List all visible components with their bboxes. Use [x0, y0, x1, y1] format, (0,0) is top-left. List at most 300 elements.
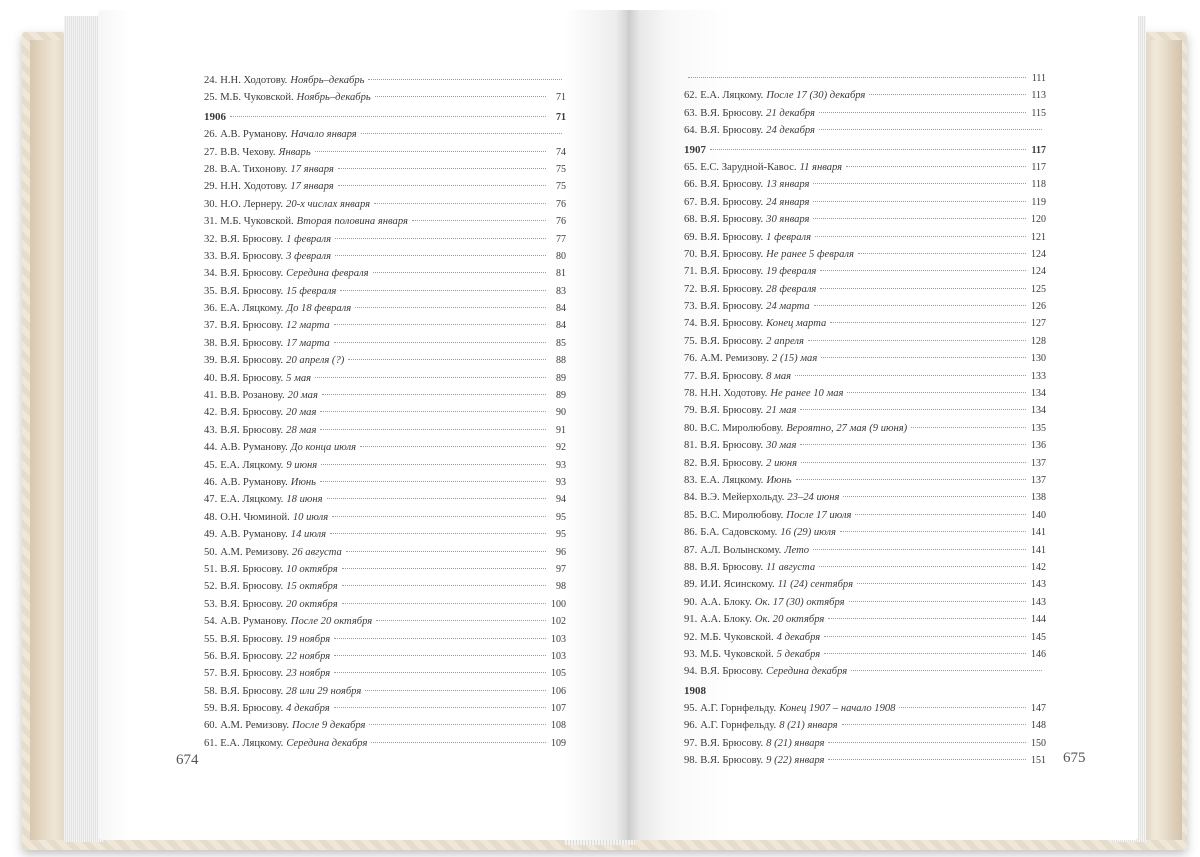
leader-dots	[840, 521, 1026, 532]
entry-recipient: В.В. Розанову.	[220, 390, 285, 402]
entry-number: 88.	[684, 561, 698, 573]
entry-recipient: В.Я. Брюсову.	[700, 370, 764, 382]
entry-date: 4 декабря	[776, 631, 821, 643]
leader-dots	[808, 330, 1026, 341]
entry-recipient: В.С. Миролюбову.	[700, 422, 784, 434]
entry-recipient: Н.Н. Ходотову.	[220, 181, 288, 193]
entry-recipient: В.Я. Брюсову.	[220, 668, 284, 680]
leader-dots	[322, 384, 546, 395]
entry-number: 64.	[684, 125, 698, 137]
entry-date: Середина февраля	[286, 268, 369, 280]
entry-number: 27.	[204, 146, 218, 158]
entry-page: 102	[551, 616, 566, 628]
entry-date: До конца июля	[290, 442, 357, 454]
leader-dots	[330, 523, 546, 534]
entry-page: 151	[1031, 755, 1046, 767]
entry-page: 71	[556, 92, 566, 104]
entry-recipient: О.Н. Чюминой.	[220, 511, 290, 523]
toc-entry	[684, 752, 1046, 769]
entry-recipient: А.В. Руманову.	[220, 529, 288, 541]
entry-recipient: В.Я. Брюсову.	[220, 685, 284, 697]
entry-recipient: А.М. Ремизову.	[220, 546, 290, 558]
entry-page: 138	[1031, 492, 1046, 504]
entry-date: 28 или 29 ноября	[286, 685, 362, 697]
entry-number: 62.	[684, 90, 698, 102]
entry-page: 88	[556, 355, 566, 367]
entry-date: 20 октября	[286, 598, 338, 610]
entry-date: 28 мая	[286, 424, 317, 436]
entry-date: 8 мая	[766, 370, 792, 382]
leader-dots	[857, 573, 1026, 584]
entry-page: 96	[556, 546, 566, 558]
entry-number: 30.	[204, 198, 218, 210]
entry-recipient: М.Б. Чуковской.	[700, 631, 774, 643]
toc-left-list	[204, 72, 566, 752]
entry-page: 103	[551, 633, 566, 645]
entry-recipient: Е.А. Ляцкому.	[220, 737, 284, 749]
entry-date: 2 (15) мая	[772, 353, 818, 365]
entry-recipient: Е.А. Ляцкому.	[220, 303, 284, 315]
leader-dots	[342, 593, 546, 604]
entry-number: 68.	[684, 214, 698, 226]
entry-date: 22 ноября	[286, 650, 331, 662]
entry-recipient: Е.А. Ляцкому.	[220, 459, 284, 471]
entry-recipient: Н.Н. Ходотову.	[220, 75, 288, 86]
leader-dots	[828, 732, 1026, 743]
leader-dots	[814, 295, 1026, 306]
entry-recipient: В.Я. Брюсову.	[220, 581, 284, 593]
entry-date: Январь	[278, 146, 311, 158]
entry-number: 32.	[204, 233, 218, 245]
leader-dots	[813, 173, 1026, 184]
entry-number: 60.	[204, 720, 218, 732]
entry-page: 147	[1031, 703, 1046, 715]
entry-number: 97.	[684, 737, 698, 749]
leader-dots	[348, 349, 546, 360]
entry-page: 91	[556, 424, 566, 436]
entry-date: Вероятно, 27 мая (9 июня)	[786, 422, 908, 434]
entry-page: 89	[556, 390, 566, 402]
entry-page: 125	[1031, 283, 1046, 295]
entry-page: 115	[1031, 107, 1046, 119]
leader-dots	[813, 191, 1026, 202]
entry-date: После 17 июля	[786, 509, 852, 521]
entry-page: 92	[556, 442, 566, 454]
leader-dots	[335, 245, 546, 256]
entry-date: 11 (24) сентября	[777, 579, 853, 591]
entry-page: 81	[556, 268, 566, 280]
entry-number: 42.	[204, 407, 218, 419]
entry-recipient: В.Я. Брюсову.	[700, 440, 764, 452]
entry-page: 140	[1031, 509, 1046, 521]
leader-dots	[342, 558, 546, 569]
entry-page: 108	[551, 720, 566, 732]
leader-dots	[828, 608, 1026, 619]
entry-number: 83.	[684, 474, 698, 486]
entry-date: 10 октября	[286, 563, 338, 575]
leader-dots	[813, 208, 1026, 219]
entry-date: 20 мая	[286, 407, 317, 419]
entry-recipient: В.Я. Брюсову.	[220, 250, 284, 262]
entry-recipient: А.В. Руманову.	[220, 129, 288, 141]
year-label: 1907	[684, 143, 706, 156]
year-label: 1908	[684, 684, 706, 697]
entry-page: 130	[1031, 353, 1046, 365]
entry-number: 95.	[684, 703, 698, 715]
leader-dots	[412, 210, 546, 221]
leader-dots	[819, 102, 1026, 113]
entry-number: 41.	[204, 390, 218, 402]
leader-dots	[369, 714, 546, 725]
leader-dots	[846, 156, 1026, 167]
leader-dots	[375, 86, 546, 97]
entry-recipient: А.Г. Горнфельду.	[700, 720, 777, 732]
leader-dots	[365, 680, 546, 691]
page-number-left: 674	[176, 752, 199, 768]
entry-recipient: В.Я. Брюсову.	[700, 231, 764, 243]
leader-dots	[360, 436, 546, 447]
entry-recipient: А.В. Руманову.	[220, 616, 288, 628]
leader-dots	[847, 382, 1026, 393]
entry-number: 61.	[204, 737, 218, 749]
entry-page: 76	[556, 216, 566, 228]
leader-dots	[332, 506, 546, 517]
entry-number: 40.	[204, 372, 218, 384]
entry-date: Лето	[784, 544, 810, 556]
leader-dots	[334, 645, 546, 656]
entry-number: 93.	[684, 648, 698, 660]
entry-number: 47.	[204, 494, 218, 506]
leader-dots	[320, 471, 546, 482]
book-gutter	[616, 10, 640, 840]
entry-page: 71	[556, 111, 566, 123]
entry-page: 95	[556, 529, 566, 541]
entry-page: 93	[556, 476, 566, 488]
entry-recipient: А.Г. Горнфельду.	[700, 703, 777, 715]
entry-date: Середина декабря	[286, 737, 368, 749]
entry-page: 89	[556, 372, 566, 384]
entry-number: 25.	[204, 92, 218, 104]
entry-page: 143	[1031, 579, 1046, 591]
entry-date: Ок. 17 (30) октября	[754, 596, 845, 608]
entry-page: 97	[556, 563, 566, 575]
entry-page: 146	[1031, 648, 1046, 660]
leader-dots	[800, 434, 1026, 445]
entry-number: 34.	[204, 268, 218, 280]
leader-dots	[371, 732, 546, 743]
leader-dots	[849, 591, 1026, 602]
entry-date: Июнь	[766, 474, 792, 486]
leader-dots	[338, 175, 546, 186]
entry-recipient: Б.А. Садовскому.	[700, 527, 778, 539]
entry-number: 36.	[204, 303, 218, 315]
leader-dots	[813, 539, 1026, 550]
entry-number: 63.	[684, 107, 698, 119]
entry-page: 85	[556, 337, 566, 349]
leader-dots	[340, 280, 546, 291]
entry-recipient: В.Я. Брюсову.	[220, 320, 284, 332]
entry-recipient: М.Б. Чуковской.	[220, 216, 294, 228]
entry-date: 8 (21) января	[766, 737, 825, 749]
entry-number: 75.	[684, 335, 698, 347]
entry-number: 86.	[684, 527, 698, 539]
entry-page: 109	[551, 737, 566, 749]
entry-recipient: И.И. Ясинскому.	[700, 579, 775, 591]
entry-number: 44.	[204, 442, 218, 454]
entry-number: 49.	[204, 529, 218, 541]
entry-date: 20 апреля (?)	[286, 355, 345, 367]
leader-dots	[800, 399, 1026, 410]
entry-number: 59.	[204, 703, 218, 715]
entry-date: 17 января	[290, 163, 334, 175]
entry-number: 73.	[684, 301, 698, 313]
entry-page: 117	[1031, 161, 1046, 173]
entry-date: 24 марта	[766, 301, 810, 313]
entry-number: 90.	[684, 596, 698, 608]
leader-dots	[795, 365, 1026, 376]
leader-dots	[819, 119, 1042, 130]
entry-date: 9 июня	[286, 459, 318, 471]
leader-dots	[315, 141, 546, 152]
entry-page: 111	[1031, 73, 1046, 84]
leader-dots	[801, 452, 1026, 463]
entry-page: 141	[1031, 527, 1046, 539]
leader-dots	[842, 714, 1026, 725]
entry-page: 135	[1031, 422, 1046, 434]
entry-number: 55.	[204, 633, 218, 645]
entry-recipient: Н.О. Лернеру.	[220, 198, 284, 210]
entry-recipient: В.Я. Брюсову.	[220, 337, 284, 349]
entry-recipient: А.Л. Волынскому.	[700, 544, 782, 556]
entry-number: 98.	[684, 755, 698, 767]
toc-entry	[684, 663, 1046, 680]
leader-dots	[327, 488, 546, 499]
entry-date: После 9 декабря	[292, 720, 366, 732]
leader-dots	[830, 312, 1026, 323]
entry-page: 134	[1031, 405, 1046, 417]
entry-number: 92.	[684, 631, 698, 643]
entry-number: 45.	[204, 459, 218, 471]
entry-page: 124	[1031, 266, 1046, 278]
entry-recipient: В.Я. Брюсову.	[220, 703, 284, 715]
page-number-right: 675	[1063, 750, 1086, 766]
leader-dots	[338, 158, 546, 169]
entry-date: 28 февраля	[766, 283, 817, 295]
entry-page: 141	[1031, 544, 1046, 556]
leader-dots	[320, 419, 546, 430]
entry-recipient: В.Я. Брюсову.	[700, 214, 764, 226]
leader-dots	[374, 193, 546, 204]
entry-number: 65.	[684, 161, 698, 173]
entry-number: 38.	[204, 337, 218, 349]
entry-page: 150	[1031, 737, 1046, 749]
leader-dots	[334, 662, 546, 673]
entry-recipient: В.Я. Брюсову.	[220, 424, 284, 436]
leader-dots	[334, 628, 546, 639]
entry-page: 90	[556, 407, 566, 419]
entry-number: 51.	[204, 563, 218, 575]
entry-page: 136	[1031, 440, 1046, 452]
entry-page: 74	[556, 146, 566, 158]
entry-recipient: В.Я. Брюсову.	[700, 301, 764, 313]
entry-date: 13 января	[766, 179, 810, 191]
entry-page: 84	[556, 320, 566, 332]
entry-page: 148	[1031, 720, 1046, 732]
entry-recipient: А.М. Ремизову.	[220, 720, 290, 732]
leader-dots	[796, 469, 1026, 480]
entry-date: 15 октября	[286, 581, 338, 593]
entry-page: 128	[1031, 335, 1046, 347]
entry-date: 5 декабря	[776, 648, 821, 660]
leader-dots	[819, 556, 1026, 567]
leader-dots	[828, 749, 1026, 760]
entry-date: Июнь	[290, 476, 316, 488]
entry-number: 53.	[204, 598, 218, 610]
entry-number: 35.	[204, 285, 218, 297]
entry-date: Ноябрь–декабрь	[290, 75, 365, 86]
entry-page: 77	[556, 233, 566, 245]
entry-page: 105	[551, 668, 566, 680]
entry-date: 19 ноября	[286, 633, 331, 645]
entry-page: 118	[1031, 179, 1046, 191]
entry-recipient: В.Я. Брюсову.	[220, 650, 284, 662]
entry-date: Не ранее 5 февраля	[766, 248, 854, 260]
entry-number: 84.	[684, 492, 698, 504]
entry-recipient: В.Я. Брюсову.	[700, 196, 764, 208]
entry-recipient: В.Я. Брюсову.	[220, 407, 284, 419]
entry-number: 74.	[684, 318, 698, 330]
leader-dots	[911, 417, 1026, 428]
toc-entry	[684, 122, 1046, 139]
entry-number: 77.	[684, 370, 698, 382]
entry-number: 66.	[684, 179, 698, 191]
entry-recipient: В.Я. Брюсову.	[700, 318, 764, 330]
entry-number: 67.	[684, 196, 698, 208]
entry-number: 89.	[684, 579, 698, 591]
entry-date: 24 января	[766, 196, 810, 208]
entry-page: 75	[556, 163, 566, 175]
leader-dots	[334, 697, 546, 708]
leader-dots	[373, 262, 546, 273]
entry-page: 106	[551, 685, 566, 697]
entry-page: 113	[1031, 90, 1046, 102]
entry-date: 15 февраля	[286, 285, 337, 297]
entry-recipient: В.Я. Брюсову.	[700, 737, 764, 749]
entry-recipient: В.Я. Брюсову.	[700, 561, 764, 573]
entry-date: После 20 октября	[290, 616, 373, 628]
entry-recipient: В.Я. Брюсову.	[220, 285, 284, 297]
entry-recipient: Е.С. Зарудной-Кавос.	[700, 161, 797, 173]
entry-date: Начало января	[290, 129, 357, 141]
entry-date: 9 (22) января	[766, 755, 825, 767]
leader-dots	[858, 243, 1026, 254]
entry-recipient: Е.А. Ляцкому.	[700, 90, 764, 102]
entry-number: 96.	[684, 720, 698, 732]
entry-number: 43.	[204, 424, 218, 436]
entry-recipient: В.Я. Брюсову.	[700, 405, 764, 417]
entry-page: 94	[556, 494, 566, 506]
entry-number: 50.	[204, 546, 218, 558]
leader-dots	[710, 139, 1026, 150]
year-label: 1906	[204, 110, 226, 123]
entry-date: 3 февраля	[286, 250, 332, 262]
entry-date: 30 января	[766, 214, 810, 226]
leader-dots	[824, 626, 1026, 637]
toc-entry	[204, 89, 566, 106]
entry-date: 10 июля	[292, 511, 329, 523]
entry-number: 56.	[204, 650, 218, 662]
leader-dots	[851, 660, 1042, 671]
entry-recipient: В.Я. Брюсову.	[220, 233, 284, 245]
entry-page: 143	[1031, 596, 1046, 608]
entry-page: 117	[1031, 144, 1046, 156]
entry-page: 133	[1031, 370, 1046, 382]
entry-recipient: А.А. Блоку.	[700, 614, 752, 626]
entry-number: 78.	[684, 388, 698, 400]
leader-dots	[335, 228, 546, 239]
entry-recipient: В.Я. Брюсову.	[700, 666, 764, 678]
entry-date: 1 февраля	[766, 231, 812, 243]
leader-dots	[376, 610, 546, 621]
entry-number: 52.	[204, 581, 218, 593]
entry-page: 75	[556, 181, 566, 193]
entry-page: 76	[556, 198, 566, 210]
entry-page: 95	[556, 511, 566, 523]
entry-date: 2 апреля	[766, 335, 804, 347]
entry-date: 24 декабря	[766, 125, 815, 137]
leader-dots	[824, 643, 1026, 654]
entry-recipient: Е.А. Ляцкому.	[700, 474, 764, 486]
entry-date: Конец марта	[766, 318, 827, 330]
leader-dots	[368, 69, 562, 80]
entry-number: 72.	[684, 283, 698, 295]
entry-date: Конец 1907 – начало 1908	[779, 703, 896, 715]
toc-right-list	[684, 70, 1046, 770]
entry-recipient: В.Э. Мейерхольду.	[700, 492, 785, 504]
entry-recipient: А.А. Блоку.	[700, 596, 752, 608]
entry-recipient: В.Я. Брюсову.	[700, 125, 764, 137]
entry-date: После 17 (30) декабря	[766, 90, 866, 102]
toc-entry	[204, 735, 566, 752]
entry-date: 11 января	[799, 161, 843, 173]
leader-dots	[821, 347, 1026, 358]
entry-recipient: В.Я. Брюсову.	[220, 633, 284, 645]
leader-dots	[855, 504, 1026, 515]
entry-number: 31.	[204, 216, 218, 228]
entry-page: 84	[556, 303, 566, 315]
entry-recipient: В.Я. Брюсову.	[700, 755, 764, 767]
entry-number: 57.	[204, 668, 218, 680]
entry-recipient: В.Я. Брюсову.	[700, 248, 764, 260]
entry-recipient: В.Я. Брюсову.	[220, 563, 284, 575]
entry-date: 1 февраля	[286, 233, 332, 245]
entry-recipient: М.Б. Чуковской.	[220, 92, 294, 104]
entry-date: 23 ноября	[286, 668, 331, 680]
entry-number: 48.	[204, 511, 218, 523]
entry-page: 80	[556, 250, 566, 262]
entry-recipient: В.А. Тихонову.	[220, 163, 288, 175]
leader-dots	[355, 297, 546, 308]
entry-page: 137	[1031, 457, 1046, 469]
entry-recipient: Н.Н. Ходотову.	[700, 388, 768, 400]
leader-dots	[230, 106, 546, 117]
entry-recipient: В.Я. Брюсову.	[700, 335, 764, 347]
entry-number: 76.	[684, 353, 698, 365]
entry-number: 69.	[684, 231, 698, 243]
entry-date: Не ранее 10 мая	[770, 388, 844, 400]
entry-date: Середина декабря	[766, 666, 848, 678]
entry-number: 71.	[684, 266, 698, 278]
